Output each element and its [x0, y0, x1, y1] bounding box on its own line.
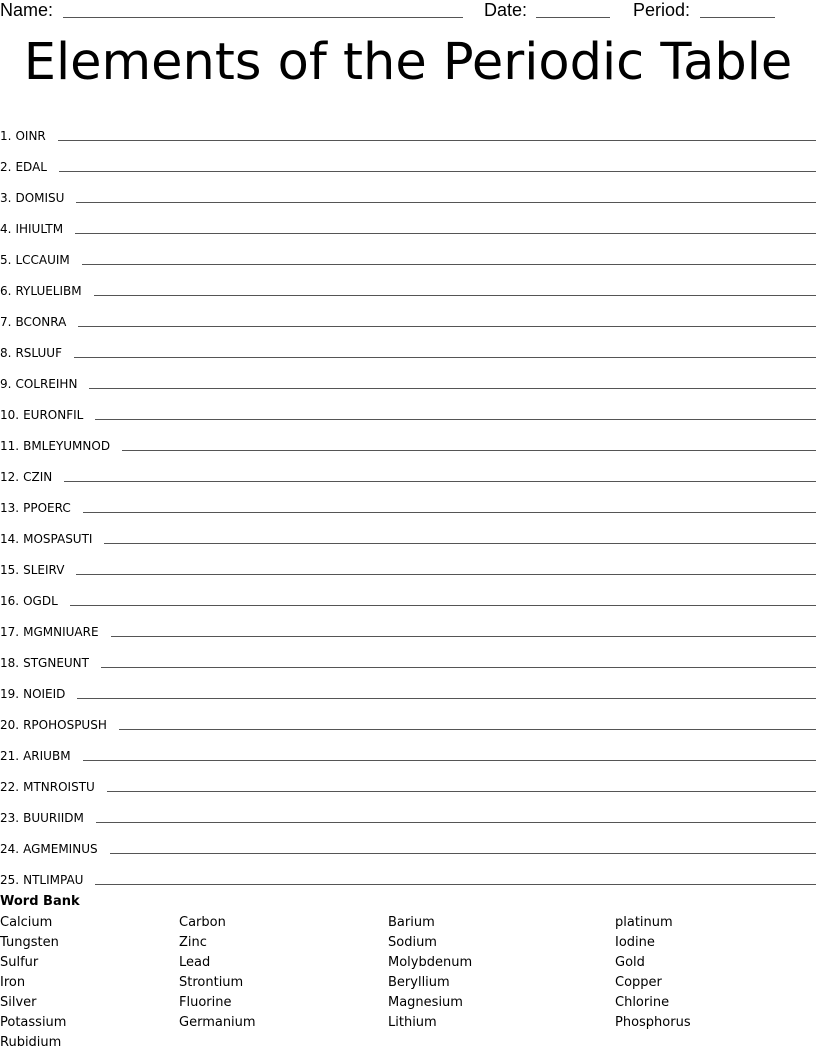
scrambled-word: ARIUBM — [23, 749, 71, 763]
scrambled-word: CZIN — [23, 470, 53, 484]
puzzle-number: 20. — [0, 718, 20, 732]
puzzle-row — [0, 794, 816, 825]
word-bank-column — [0, 914, 66, 1054]
scrambled-word: COLREIHN — [15, 377, 78, 391]
name-label: Name: — [0, 0, 54, 20]
word-bank-item: Fluorine — [179, 995, 232, 1010]
puzzle-row — [0, 608, 816, 639]
scrambled-word: EDAL — [15, 160, 47, 174]
answer-line[interactable] — [122, 449, 816, 451]
scramble-list — [0, 112, 816, 887]
page-title: Elements of the Periodic Table — [23, 33, 793, 92]
puzzle-number: 4. — [0, 222, 12, 236]
puzzle-row — [0, 639, 816, 670]
word-bank-column — [179, 914, 256, 1034]
scrambled-word: LCCAUIM — [15, 253, 70, 267]
answer-line[interactable] — [95, 883, 816, 885]
word-bank-item: Strontium — [179, 975, 244, 990]
puzzle-number: 11. — [0, 439, 20, 453]
puzzle-row — [0, 422, 816, 453]
scrambled-word: BUURIIDM — [23, 811, 84, 825]
word-bank-item: Calcium — [0, 915, 53, 930]
scrambled-word: MTNROISTU — [23, 780, 95, 794]
word-bank-item: Carbon — [179, 915, 226, 930]
word-bank-column — [388, 914, 472, 1034]
scrambled-word: MGMNIUARE — [23, 625, 99, 639]
scrambled-word: PPOERC — [23, 501, 71, 515]
scrambled-word: BCONRA — [15, 315, 67, 329]
puzzle-number: 14. — [0, 532, 20, 546]
answer-line[interactable] — [75, 232, 816, 234]
word-bank-item: Molybdenum — [388, 955, 473, 970]
word-bank-item: Zinc — [179, 935, 207, 950]
puzzle-row — [0, 174, 816, 205]
worksheet-header — [0, 0, 816, 24]
scrambled-word: MOSPASUTI — [23, 532, 93, 546]
puzzle-row — [0, 763, 816, 794]
scrambled-word: RYLUELIBM — [15, 284, 82, 298]
puzzle-row — [0, 484, 816, 515]
word-bank-item: Germanium — [179, 1015, 256, 1030]
answer-line[interactable] — [107, 790, 816, 792]
puzzle-row — [0, 391, 816, 422]
scrambled-word: BMLEYUMNOD — [23, 439, 111, 453]
puzzle-row — [0, 546, 816, 577]
answer-line[interactable] — [104, 542, 816, 544]
scrambled-word: STGNEUNT — [23, 656, 89, 670]
puzzle-number: 23. — [0, 811, 20, 825]
word-bank-item: Iron — [0, 975, 26, 990]
answer-line[interactable] — [76, 201, 816, 203]
answer-line[interactable] — [83, 511, 816, 513]
puzzle-row — [0, 112, 816, 143]
word-bank-item: platinum — [615, 915, 673, 930]
answer-line[interactable] — [58, 139, 816, 141]
answer-line[interactable] — [94, 294, 816, 296]
word-bank-item: Sulfur — [0, 955, 39, 970]
word-bank-item: Beryllium — [388, 975, 450, 990]
scrambled-word: EURONFIL — [23, 408, 84, 422]
word-bank-item: Potassium — [0, 1015, 67, 1030]
puzzle-number: 16. — [0, 594, 20, 608]
puzzle-number: 3. — [0, 191, 12, 205]
word-bank-item: Lithium — [388, 1015, 437, 1030]
scrambled-word: RPOHOSPUSH — [23, 718, 107, 732]
word-bank-item: Lead — [179, 955, 211, 970]
answer-line[interactable] — [95, 418, 816, 420]
puzzle-row — [0, 825, 816, 856]
puzzle-row — [0, 143, 816, 174]
puzzle-row — [0, 856, 816, 887]
puzzle-number: 18. — [0, 656, 20, 670]
word-bank-item: Sodium — [388, 935, 437, 950]
puzzle-number: 19. — [0, 687, 20, 701]
answer-line[interactable] — [89, 387, 816, 389]
answer-line[interactable] — [83, 759, 816, 761]
puzzle-number: 12. — [0, 470, 20, 484]
answer-line[interactable] — [96, 821, 816, 823]
word-bank-column — [615, 914, 691, 1034]
word-bank-title: Word Bank — [0, 894, 80, 909]
puzzle-number: 5. — [0, 253, 12, 267]
puzzle-row — [0, 515, 816, 546]
puzzle-number: 1. — [0, 129, 12, 143]
puzzle-number: 13. — [0, 501, 20, 515]
puzzle-row — [0, 298, 816, 329]
period-field[interactable] — [700, 17, 775, 18]
puzzle-row — [0, 360, 816, 391]
word-bank-item: Chlorine — [615, 995, 670, 1010]
puzzle-number: 22. — [0, 780, 20, 794]
word-bank-item: Gold — [615, 955, 645, 970]
puzzle-number: 9. — [0, 377, 12, 391]
date-label: Date: — [484, 0, 528, 20]
puzzle-row — [0, 205, 816, 236]
word-bank-item: Rubidium — [0, 1035, 62, 1050]
puzzle-number: 10. — [0, 408, 20, 422]
word-bank-item: Silver — [0, 995, 37, 1010]
puzzle-number: 7. — [0, 315, 12, 329]
scrambled-word: IHIULTM — [15, 222, 64, 236]
answer-line[interactable] — [77, 697, 816, 699]
date-field[interactable] — [536, 17, 610, 18]
answer-line[interactable] — [64, 480, 816, 482]
scrambled-word: OINR — [15, 129, 46, 143]
puzzle-row — [0, 236, 816, 267]
puzzle-number: 15. — [0, 563, 20, 577]
name-field[interactable] — [63, 17, 463, 18]
puzzle-number: 2. — [0, 160, 12, 174]
puzzle-row — [0, 329, 816, 360]
scrambled-word: SLEIRV — [23, 563, 65, 577]
puzzle-row — [0, 267, 816, 298]
puzzle-number: 8. — [0, 346, 12, 360]
puzzle-number: 21. — [0, 749, 20, 763]
answer-line[interactable] — [70, 604, 816, 606]
scrambled-word: DOMISU — [15, 191, 65, 205]
answer-line[interactable] — [76, 573, 816, 575]
scrambled-word: RSLUUF — [15, 346, 62, 360]
word-bank-item: Copper — [615, 975, 662, 990]
word-bank-item: Phosphorus — [615, 1015, 691, 1030]
answer-line[interactable] — [119, 728, 816, 730]
word-bank-item: Iodine — [615, 935, 655, 950]
answer-line[interactable] — [82, 263, 816, 265]
word-bank-item: Tungsten — [0, 935, 59, 950]
word-bank-item: Barium — [388, 915, 435, 930]
scrambled-word: NOIEID — [23, 687, 66, 701]
puzzle-number: 24. — [0, 842, 20, 856]
answer-line[interactable] — [74, 356, 816, 358]
puzzle-row — [0, 453, 816, 484]
puzzle-row — [0, 577, 816, 608]
answer-line[interactable] — [101, 666, 816, 668]
scrambled-word: OGDL — [23, 594, 58, 608]
answer-line[interactable] — [78, 325, 816, 327]
answer-line[interactable] — [59, 170, 816, 172]
puzzle-number: 6. — [0, 284, 12, 298]
period-label: Period: — [633, 0, 691, 20]
puzzle-row — [0, 670, 816, 701]
answer-line[interactable] — [110, 852, 816, 854]
scrambled-word: AGMEMINUS — [23, 842, 98, 856]
scrambled-word: NTLIMPAU — [23, 873, 84, 887]
puzzle-row — [0, 701, 816, 732]
word-bank-item: Magnesium — [388, 995, 463, 1010]
puzzle-number: 25. — [0, 873, 20, 887]
puzzle-number: 17. — [0, 625, 20, 639]
puzzle-row — [0, 732, 816, 763]
answer-line[interactable] — [111, 635, 816, 637]
